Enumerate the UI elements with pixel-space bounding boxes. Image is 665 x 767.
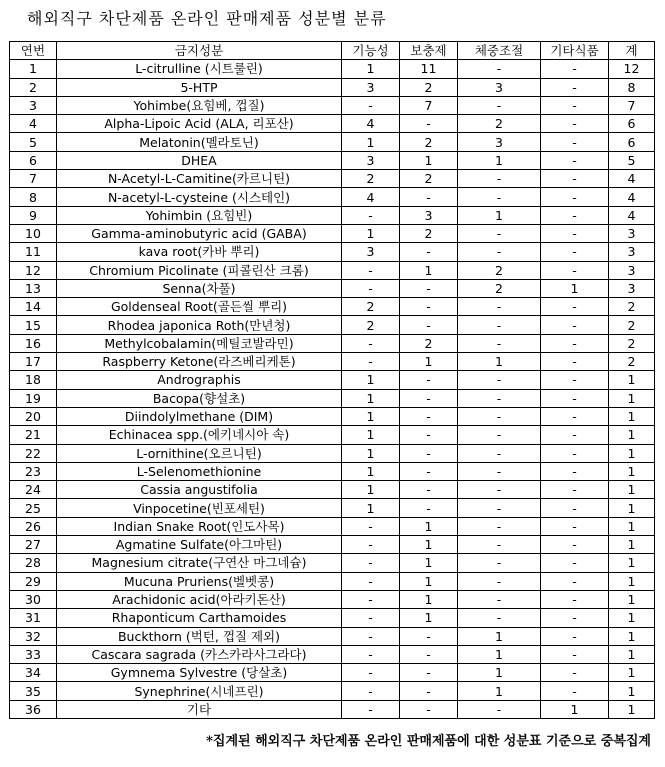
- cell-supplement: 3: [400, 206, 458, 224]
- cell-supplement: -: [400, 426, 458, 444]
- cell-total: 2: [609, 298, 655, 316]
- cell-functional: -: [342, 536, 400, 554]
- cell-ingredient: Alpha-Lipoic Acid (ALA, 리포산): [57, 115, 342, 133]
- cell-other-food: -: [541, 536, 609, 554]
- header-no: 연번: [10, 42, 57, 60]
- table-row: [10, 353, 655, 371]
- cell-weight-control: -: [458, 609, 541, 627]
- cell-supplement: 1: [400, 590, 458, 608]
- cell-functional: 1: [342, 407, 400, 425]
- cell-other-food: -: [541, 554, 609, 572]
- cell-total: 1: [609, 682, 655, 700]
- cell-no: 13: [10, 279, 57, 297]
- cell-ingredient: L-citrulline (시트룰린): [57, 60, 342, 78]
- cell-ingredient: Melatonin(멜라토닌): [57, 133, 342, 151]
- cell-weight-control: 1: [458, 645, 541, 663]
- cell-supplement: 2: [400, 334, 458, 352]
- table-row: [10, 96, 655, 114]
- cell-weight-control: -: [458, 389, 541, 407]
- cell-functional: -: [342, 627, 400, 645]
- cell-no: 15: [10, 316, 57, 334]
- cell-supplement: 2: [400, 170, 458, 188]
- cell-supplement: 2: [400, 133, 458, 151]
- cell-weight-control: -: [458, 334, 541, 352]
- cell-other-food: -: [541, 499, 609, 517]
- table-row: [10, 279, 655, 297]
- cell-total: 1: [609, 499, 655, 517]
- cell-no: 3: [10, 96, 57, 114]
- cell-functional: 1: [342, 462, 400, 480]
- cell-supplement: 11: [400, 60, 458, 78]
- cell-total: 4: [609, 170, 655, 188]
- table-row: [10, 481, 655, 499]
- table-row: [10, 627, 655, 645]
- cell-total: 6: [609, 115, 655, 133]
- cell-other-food: -: [541, 60, 609, 78]
- cell-functional: 3: [342, 78, 400, 96]
- cell-no: 5: [10, 133, 57, 151]
- cell-supplement: 2: [400, 78, 458, 96]
- cell-other-food: -: [541, 572, 609, 590]
- cell-ingredient: Indian Snake Root(인도사목): [57, 517, 342, 535]
- cell-weight-control: -: [458, 371, 541, 389]
- cell-ingredient: Cassia angustifolia: [57, 481, 342, 499]
- cell-other-food: -: [541, 426, 609, 444]
- cell-supplement: -: [400, 682, 458, 700]
- header-other-food: 기타식품: [541, 42, 609, 60]
- cell-no: 6: [10, 151, 57, 169]
- cell-supplement: -: [400, 298, 458, 316]
- cell-other-food: -: [541, 645, 609, 663]
- cell-ingredient: Gamma-aminobutyric acid (GABA): [57, 224, 342, 242]
- cell-total: 1: [609, 609, 655, 627]
- table-row: [10, 133, 655, 151]
- cell-total: 2: [609, 353, 655, 371]
- cell-total: 12: [609, 60, 655, 78]
- cell-functional: -: [342, 353, 400, 371]
- cell-no: 17: [10, 353, 57, 371]
- cell-functional: 1: [342, 426, 400, 444]
- cell-weight-control: -: [458, 316, 541, 334]
- cell-functional: 4: [342, 115, 400, 133]
- cell-ingredient: Agmatine Sulfate(아그마틴): [57, 536, 342, 554]
- cell-no: 30: [10, 590, 57, 608]
- cell-supplement: -: [400, 316, 458, 334]
- cell-no: 10: [10, 224, 57, 242]
- cell-functional: -: [342, 554, 400, 572]
- table-row: [10, 261, 655, 279]
- cell-total: 1: [609, 572, 655, 590]
- cell-weight-control: 2: [458, 115, 541, 133]
- cell-ingredient: Methylcobalamin(메틸코발라민): [57, 334, 342, 352]
- cell-other-food: -: [541, 627, 609, 645]
- cell-supplement: -: [400, 243, 458, 261]
- cell-total: 1: [609, 627, 655, 645]
- cell-functional: -: [342, 334, 400, 352]
- page-title: 해외직구 차단제품 온라인 판매제품 성분별 분류: [27, 9, 387, 28]
- cell-other-food: -: [541, 78, 609, 96]
- cell-total: 3: [609, 279, 655, 297]
- cell-total: 6: [609, 133, 655, 151]
- cell-weight-control: 1: [458, 353, 541, 371]
- cell-weight-control: 2: [458, 261, 541, 279]
- cell-functional: -: [342, 664, 400, 682]
- cell-supplement: 2: [400, 224, 458, 242]
- cell-other-food: -: [541, 298, 609, 316]
- cell-functional: -: [342, 572, 400, 590]
- cell-weight-control: 3: [458, 133, 541, 151]
- cell-total: 2: [609, 316, 655, 334]
- cell-total: 1: [609, 700, 655, 718]
- cell-other-food: -: [541, 517, 609, 535]
- table-row: [10, 609, 655, 627]
- cell-weight-control: -: [458, 572, 541, 590]
- cell-other-food: 1: [541, 279, 609, 297]
- cell-no: 18: [10, 371, 57, 389]
- cell-other-food: -: [541, 224, 609, 242]
- cell-functional: 1: [342, 481, 400, 499]
- cell-no: 21: [10, 426, 57, 444]
- cell-total: 1: [609, 645, 655, 663]
- cell-functional: -: [342, 279, 400, 297]
- cell-total: 3: [609, 243, 655, 261]
- cell-ingredient: Synephrine(시네프린): [57, 682, 342, 700]
- cell-supplement: 1: [400, 517, 458, 535]
- cell-ingredient: Goldenseal Root(골든씰 뿌리): [57, 298, 342, 316]
- cell-functional: 1: [342, 444, 400, 462]
- cell-functional: 1: [342, 499, 400, 517]
- table-row: [10, 243, 655, 261]
- cell-weight-control: -: [458, 700, 541, 718]
- cell-supplement: 1: [400, 261, 458, 279]
- cell-total: 1: [609, 444, 655, 462]
- cell-ingredient: Andrographis: [57, 371, 342, 389]
- cell-other-food: -: [541, 664, 609, 682]
- cell-other-food: 1: [541, 700, 609, 718]
- table-row: [10, 298, 655, 316]
- cell-no: 19: [10, 389, 57, 407]
- table-row: [10, 462, 655, 480]
- cell-functional: 3: [342, 151, 400, 169]
- cell-ingredient: Bacopa(향설초): [57, 389, 342, 407]
- cell-no: 24: [10, 481, 57, 499]
- cell-other-food: -: [541, 590, 609, 608]
- table-row: [10, 590, 655, 608]
- cell-no: 16: [10, 334, 57, 352]
- cell-weight-control: 1: [458, 664, 541, 682]
- cell-total: 2: [609, 334, 655, 352]
- cell-supplement: 1: [400, 353, 458, 371]
- cell-ingredient: Rhaponticum Carthamoides: [57, 609, 342, 627]
- cell-other-food: -: [541, 462, 609, 480]
- cell-total: 1: [609, 389, 655, 407]
- header-supplement: 보충제: [400, 42, 458, 60]
- cell-other-food: -: [541, 133, 609, 151]
- cell-total: 1: [609, 664, 655, 682]
- cell-functional: -: [342, 682, 400, 700]
- cell-other-food: -: [541, 188, 609, 206]
- ingredient-table: [9, 41, 655, 719]
- cell-weight-control: 3: [458, 78, 541, 96]
- cell-ingredient: Magnesium citrate(구연산 마그네슘): [57, 554, 342, 572]
- table-row: [10, 554, 655, 572]
- cell-functional: 2: [342, 316, 400, 334]
- cell-supplement: -: [400, 371, 458, 389]
- cell-supplement: 1: [400, 151, 458, 169]
- cell-supplement: -: [400, 389, 458, 407]
- cell-no: 31: [10, 609, 57, 627]
- cell-supplement: -: [400, 645, 458, 663]
- cell-supplement: 1: [400, 572, 458, 590]
- cell-functional: -: [342, 261, 400, 279]
- cell-total: 1: [609, 481, 655, 499]
- cell-weight-control: -: [458, 60, 541, 78]
- cell-ingredient: Diindolylmethane (DIM): [57, 407, 342, 425]
- table-row: [10, 664, 655, 682]
- cell-other-food: -: [541, 206, 609, 224]
- cell-total: 1: [609, 554, 655, 572]
- cell-other-food: -: [541, 682, 609, 700]
- cell-no: 20: [10, 407, 57, 425]
- cell-other-food: -: [541, 261, 609, 279]
- cell-weight-control: 1: [458, 627, 541, 645]
- cell-weight-control: -: [458, 170, 541, 188]
- header-total: 계: [609, 42, 655, 60]
- table-row: [10, 426, 655, 444]
- table-row: [10, 700, 655, 718]
- cell-weight-control: -: [458, 298, 541, 316]
- cell-ingredient: N-acetyl-L-cysteine (시스테인): [57, 188, 342, 206]
- cell-no: 27: [10, 536, 57, 554]
- table-row: [10, 536, 655, 554]
- cell-weight-control: 1: [458, 151, 541, 169]
- cell-functional: 2: [342, 170, 400, 188]
- cell-supplement: 1: [400, 554, 458, 572]
- cell-weight-control: -: [458, 426, 541, 444]
- cell-functional: 1: [342, 389, 400, 407]
- cell-ingredient: Arachidonic acid(아라키돈산): [57, 590, 342, 608]
- cell-ingredient: Senna(차풀): [57, 279, 342, 297]
- cell-total: 8: [609, 78, 655, 96]
- cell-no: 12: [10, 261, 57, 279]
- cell-ingredient: Yohimbin (요힘빈): [57, 206, 342, 224]
- table-row: [10, 682, 655, 700]
- cell-no: 34: [10, 664, 57, 682]
- cell-total: 1: [609, 371, 655, 389]
- cell-other-food: -: [541, 151, 609, 169]
- cell-no: 14: [10, 298, 57, 316]
- table-row: [10, 645, 655, 663]
- cell-weight-control: -: [458, 536, 541, 554]
- cell-ingredient: DHEA: [57, 151, 342, 169]
- cell-weight-control: -: [458, 590, 541, 608]
- cell-no: 36: [10, 700, 57, 718]
- table-row: [10, 389, 655, 407]
- cell-no: 7: [10, 170, 57, 188]
- cell-supplement: -: [400, 481, 458, 499]
- cell-weight-control: 1: [458, 682, 541, 700]
- cell-weight-control: -: [458, 188, 541, 206]
- cell-total: 1: [609, 426, 655, 444]
- cell-supplement: -: [400, 627, 458, 645]
- cell-total: 7: [609, 96, 655, 114]
- table-row: [10, 78, 655, 96]
- table-row: [10, 407, 655, 425]
- cell-no: 25: [10, 499, 57, 517]
- cell-supplement: -: [400, 462, 458, 480]
- cell-functional: 1: [342, 224, 400, 242]
- cell-other-food: -: [541, 444, 609, 462]
- table-row: [10, 170, 655, 188]
- table-row: [10, 188, 655, 206]
- cell-no: 4: [10, 115, 57, 133]
- cell-ingredient: Chromium Picolinate (피콜린산 크롬): [57, 261, 342, 279]
- cell-functional: -: [342, 609, 400, 627]
- cell-other-food: -: [541, 96, 609, 114]
- cell-weight-control: -: [458, 462, 541, 480]
- cell-ingredient: L-ornithine(오르니틴): [57, 444, 342, 462]
- cell-no: 11: [10, 243, 57, 261]
- cell-no: 32: [10, 627, 57, 645]
- cell-total: 1: [609, 590, 655, 608]
- cell-supplement: -: [400, 279, 458, 297]
- cell-supplement: -: [400, 115, 458, 133]
- cell-functional: 1: [342, 133, 400, 151]
- table-row: [10, 572, 655, 590]
- cell-other-food: -: [541, 609, 609, 627]
- cell-total: 4: [609, 206, 655, 224]
- cell-weight-control: 2: [458, 279, 541, 297]
- cell-supplement: -: [400, 188, 458, 206]
- cell-ingredient: Yohimbe(요힘베, 껍질): [57, 96, 342, 114]
- cell-ingredient: Rhodea japonica Roth(만년청): [57, 316, 342, 334]
- cell-supplement: -: [400, 499, 458, 517]
- cell-other-food: -: [541, 481, 609, 499]
- cell-ingredient: Buckthorn (벅턴, 껍질 제외): [57, 627, 342, 645]
- cell-total: 5: [609, 151, 655, 169]
- cell-functional: -: [342, 517, 400, 535]
- cell-other-food: -: [541, 353, 609, 371]
- cell-functional: 4: [342, 188, 400, 206]
- cell-total: 4: [609, 188, 655, 206]
- cell-functional: -: [342, 645, 400, 663]
- cell-ingredient: Gymnema Sylvestre (당살초): [57, 664, 342, 682]
- cell-weight-control: -: [458, 481, 541, 499]
- cell-weight-control: -: [458, 499, 541, 517]
- cell-supplement: -: [400, 700, 458, 718]
- cell-supplement: 1: [400, 536, 458, 554]
- cell-weight-control: -: [458, 224, 541, 242]
- cell-ingredient: Echinacea spp.(에키네시아 속): [57, 426, 342, 444]
- header-weight-control: 체중조절: [458, 42, 541, 60]
- cell-no: 22: [10, 444, 57, 462]
- cell-ingredient: 기타: [57, 700, 342, 718]
- cell-other-food: -: [541, 243, 609, 261]
- cell-no: 26: [10, 517, 57, 535]
- cell-total: 1: [609, 517, 655, 535]
- cell-weight-control: -: [458, 554, 541, 572]
- cell-no: 29: [10, 572, 57, 590]
- cell-other-food: -: [541, 371, 609, 389]
- table-row: [10, 316, 655, 334]
- cell-other-food: -: [541, 170, 609, 188]
- cell-no: 35: [10, 682, 57, 700]
- table-row: [10, 60, 655, 78]
- table-row: [10, 151, 655, 169]
- table-row: [10, 371, 655, 389]
- cell-functional: 1: [342, 60, 400, 78]
- cell-total: 1: [609, 407, 655, 425]
- cell-no: 2: [10, 78, 57, 96]
- cell-total: 1: [609, 462, 655, 480]
- cell-ingredient: Vinpocetine(빈포세틴): [57, 499, 342, 517]
- cell-no: 8: [10, 188, 57, 206]
- cell-other-food: -: [541, 115, 609, 133]
- cell-weight-control: -: [458, 517, 541, 535]
- cell-other-food: -: [541, 389, 609, 407]
- cell-functional: -: [342, 700, 400, 718]
- cell-ingredient: N-Acetyl-L-Camitine(카르니틴): [57, 170, 342, 188]
- cell-ingredient: kava root(카바 뿌리): [57, 243, 342, 261]
- cell-supplement: 1: [400, 609, 458, 627]
- cell-no: 1: [10, 60, 57, 78]
- cell-supplement: -: [400, 664, 458, 682]
- cell-ingredient: Cascara sagrada (카스카라사그라다): [57, 645, 342, 663]
- cell-functional: -: [342, 96, 400, 114]
- cell-other-food: -: [541, 334, 609, 352]
- cell-other-food: -: [541, 407, 609, 425]
- cell-functional: 1: [342, 371, 400, 389]
- cell-no: 28: [10, 554, 57, 572]
- cell-weight-control: -: [458, 407, 541, 425]
- cell-ingredient: L-Selenomethionine: [57, 462, 342, 480]
- cell-functional: -: [342, 206, 400, 224]
- footnote: *집계된 해외직구 차단제품 온라인 판매제품에 대한 성분표 기준으로 중복집계: [206, 734, 651, 749]
- cell-total: 1: [609, 536, 655, 554]
- table-row: [10, 224, 655, 242]
- table-row: [10, 115, 655, 133]
- header-functional: 기능성: [342, 42, 400, 60]
- cell-no: 23: [10, 462, 57, 480]
- table-header-row: [10, 42, 655, 60]
- cell-total: 3: [609, 224, 655, 242]
- cell-weight-control: -: [458, 444, 541, 462]
- cell-functional: 2: [342, 298, 400, 316]
- cell-total: 3: [609, 261, 655, 279]
- cell-ingredient: Raspberry Ketone(라즈베리케톤): [57, 353, 342, 371]
- cell-weight-control: -: [458, 243, 541, 261]
- table-row: [10, 444, 655, 462]
- table-row: [10, 517, 655, 535]
- cell-no: 33: [10, 645, 57, 663]
- cell-functional: 3: [342, 243, 400, 261]
- header-ingredient: 금지성분: [57, 42, 342, 60]
- cell-weight-control: 1: [458, 206, 541, 224]
- cell-functional: -: [342, 590, 400, 608]
- cell-weight-control: -: [458, 96, 541, 114]
- cell-ingredient: Mucuna Pruriens(벨벳콩): [57, 572, 342, 590]
- cell-other-food: -: [541, 316, 609, 334]
- table-row: [10, 499, 655, 517]
- table-row: [10, 206, 655, 224]
- cell-ingredient: 5-HTP: [57, 78, 342, 96]
- cell-supplement: 7: [400, 96, 458, 114]
- cell-supplement: -: [400, 444, 458, 462]
- cell-supplement: -: [400, 407, 458, 425]
- table-row: [10, 334, 655, 352]
- cell-no: 9: [10, 206, 57, 224]
